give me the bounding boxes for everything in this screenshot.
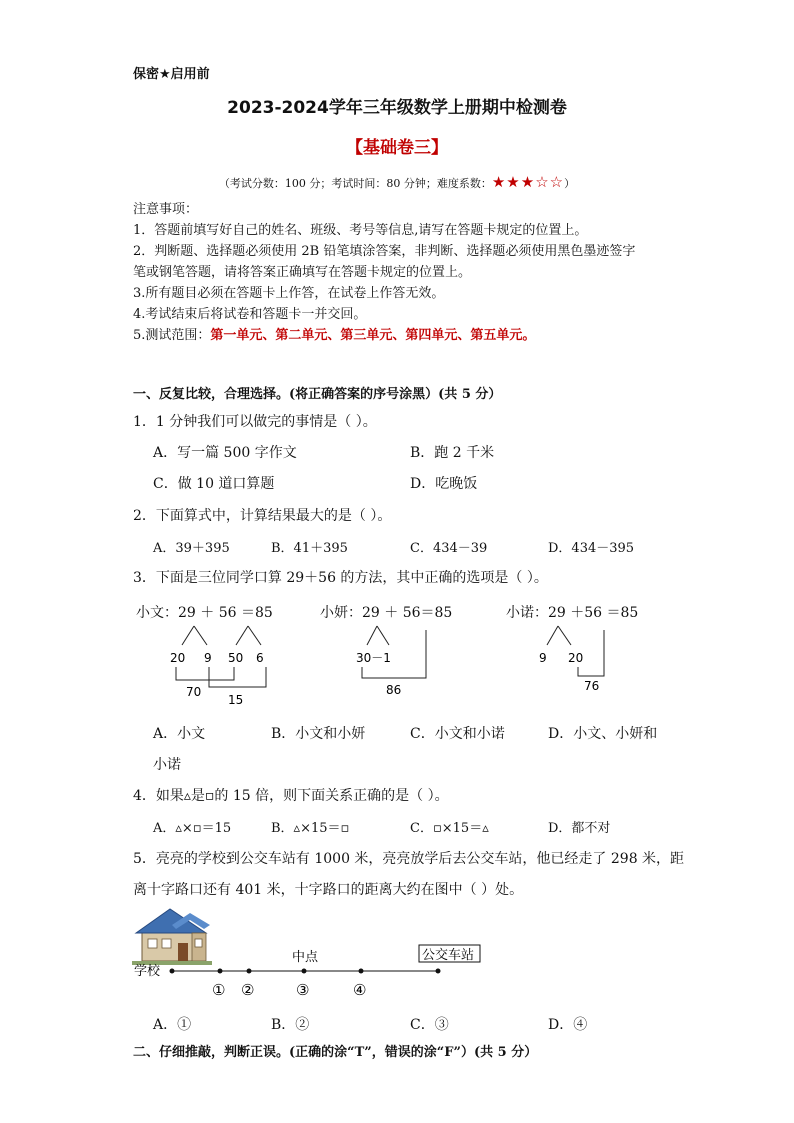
q5-option-a[interactable]: A．① bbox=[153, 1017, 192, 1033]
xiaowen-split-9: 9 bbox=[204, 651, 212, 665]
mark-4: ④ bbox=[353, 981, 367, 999]
xiaonuo-split-20: 20 bbox=[568, 651, 584, 665]
xiaowen-split-diagram bbox=[130, 620, 330, 710]
midpoint-label: 中点 bbox=[292, 950, 319, 965]
xiaoyan-split: 30－1 bbox=[356, 651, 391, 665]
q5-option-c[interactable]: C．③ bbox=[410, 1017, 449, 1033]
q5-option-d[interactable]: D．④ bbox=[548, 1017, 588, 1033]
exam-info-suffix: ） bbox=[564, 177, 576, 190]
q5-stem-line1: 5．亮亮的学校到公交车站有 1000 米，亮亮放学后去公交车站，他已经走了 298 米，距 bbox=[133, 851, 685, 867]
q1-stem: 1．1 分钟我们可以做完的事情是（ ）。 bbox=[133, 414, 377, 430]
q4-option-d[interactable]: D．都不对 bbox=[548, 821, 611, 836]
q4-option-c[interactable]: C．▫×15＝▵ bbox=[410, 821, 489, 836]
xiaoyan-split-diagram bbox=[340, 620, 460, 700]
q3-stem: 3．下面是三位同学口算 29＋56 的方法，其中正确的选项是（ ）。 bbox=[133, 570, 548, 586]
q3-option-b[interactable]: B．小文和小妍 bbox=[271, 726, 366, 742]
q1-option-d[interactable]: D．吃晚饭 bbox=[410, 476, 478, 492]
q2-stem: 2．下面算式中，计算结果最大的是（ ）。 bbox=[133, 508, 392, 524]
page-title: 2023-2024学年三年级数学上册期中检测卷 bbox=[227, 98, 567, 118]
school-label: 学校 bbox=[134, 964, 161, 979]
q4-stem: 4．如果▵是▫的 15 倍，则下面关系正确的是（ ）。 bbox=[133, 788, 449, 804]
secret-label: 保密★启用前 bbox=[133, 67, 210, 82]
xiaowen-sum-15: 15 bbox=[228, 693, 244, 707]
xiaowen-split-6: 6 bbox=[256, 651, 264, 665]
school-house-icon bbox=[132, 909, 212, 965]
q1-option-c[interactable]: C．做 10 道口算题 bbox=[153, 476, 275, 492]
xiaonuo-sum: 76 bbox=[584, 679, 600, 693]
notes-heading: 注意事项： bbox=[133, 202, 199, 217]
xiaonuo-split-9: 9 bbox=[539, 651, 547, 665]
star-filled-icon: ★★★ bbox=[491, 173, 536, 191]
q1-option-a[interactable]: A．写一篇 500 字作文 bbox=[153, 445, 297, 461]
note-item: 3.所有题目必须在答题卡上作答，在试卷上作答无效。 bbox=[133, 286, 445, 301]
note-item: 4.考试结束后将试卷和答题卡一并交回。 bbox=[133, 307, 367, 322]
exam-info bbox=[0, 173, 794, 191]
xiaoyan-sum: 86 bbox=[386, 683, 402, 697]
q2-option-a[interactable]: A．39＋395 bbox=[153, 541, 230, 556]
scope-label: 5.测试范围： bbox=[133, 328, 211, 343]
q2-option-d[interactable]: D．434－395 bbox=[548, 541, 635, 556]
q3-option-c[interactable]: C．小文和小诺 bbox=[410, 726, 505, 742]
scope-value: 第一单元、第二单元、第三单元、第四单元、第五单元。 bbox=[210, 328, 536, 343]
q1-option-b[interactable]: B．跑 2 千米 bbox=[410, 445, 495, 461]
xiaonuo-split-diagram bbox=[530, 620, 640, 700]
mark-2: ② bbox=[241, 981, 255, 999]
xiaowen-split-50: 50 bbox=[228, 651, 244, 665]
section2-heading: 二、仔细推敲，判断正误。(正确的涂“T”，错误的涂“F”）(共 5 分） bbox=[133, 1045, 538, 1060]
note-scope bbox=[133, 324, 535, 343]
difficulty-stars bbox=[492, 173, 564, 191]
q3-option-a[interactable]: A．小文 bbox=[153, 726, 206, 742]
note-item: 1．答题前填写好自己的姓名、班级、考号等信息,请写在答题卡规定的位置上。 bbox=[133, 223, 588, 238]
q4-option-b[interactable]: B．▵×15＝▫ bbox=[271, 821, 350, 836]
xiaowen-split-20: 20 bbox=[170, 651, 186, 665]
mark-3: ③ bbox=[296, 981, 310, 999]
q4-option-a[interactable]: A．▵×▫＝15 bbox=[153, 821, 232, 836]
note-item: 笔或钢笔答题，请将答案正确填写在答题卡规定的位置上。 bbox=[133, 265, 472, 280]
exam-info-prefix: （考试分数：100 分；考试时间：80 分钟；难度系数： bbox=[218, 177, 492, 190]
note-item: 2．判断题、选择题必须使用 2B 铅笔填涂答案，非判断、选择题必须使用黑色墨迹签字 bbox=[133, 244, 636, 259]
route-diagram bbox=[132, 903, 502, 1003]
star-empty-icon: ☆☆ bbox=[535, 173, 565, 191]
mark-1: ① bbox=[212, 981, 226, 999]
xiaonuo-equation: 小诺：29 ＋56 ＝85 bbox=[506, 605, 639, 621]
page-subtitle: 【基础卷三】 bbox=[346, 138, 448, 158]
xiaowen-sum-70: 70 bbox=[186, 685, 202, 699]
q3-option-d-wrap: 小诺 bbox=[153, 757, 181, 773]
q2-option-b[interactable]: B．41＋395 bbox=[271, 541, 348, 556]
xiaowen-equation: 小文：29 ＋ 56 ＝85 bbox=[136, 605, 273, 621]
bus-stop-label: 公交车站 bbox=[422, 948, 475, 963]
q5-stem-line2: 离十字路口还有 401 米，十字路口的距离大约在图中（ ）处。 bbox=[133, 882, 524, 898]
xiaoyan-equation: 小妍：29 ＋ 56＝85 bbox=[320, 605, 453, 621]
section1-heading: 一、反复比较，合理选择。(将正确答案的序号涂黑）(共 5 分） bbox=[133, 387, 502, 402]
q3-option-d[interactable]: D．小文、小妍和 bbox=[548, 726, 658, 742]
q5-option-b[interactable]: B．② bbox=[271, 1017, 310, 1033]
q2-option-c[interactable]: C．434－39 bbox=[410, 541, 488, 556]
